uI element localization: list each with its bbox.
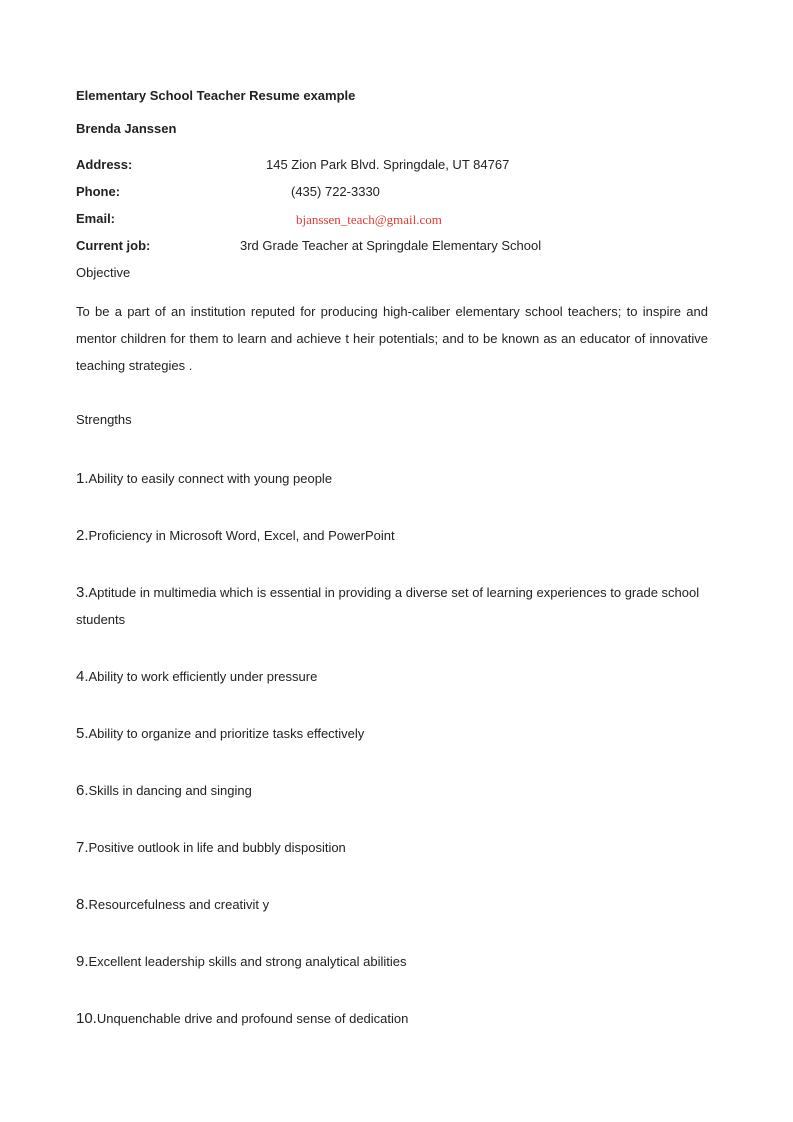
strength-text: Proficiency in Microsoft Word, Excel, and PowerPoint: [88, 528, 395, 543]
current-job-value: 3rd Grade Teacher at Springdale Elementary School: [240, 238, 542, 253]
strength-text: Ability to easily connect with young people: [88, 471, 333, 486]
phone-value: (435) 722-3330: [291, 184, 380, 199]
strength-item: [76, 948, 716, 975]
strength-number: 9.: [76, 953, 89, 970]
address-value: 145 Zion Park Blvd. Springdale, UT 84767: [266, 157, 510, 172]
objective-text: To be a part of an institution reputed for producing high-caliber elementary school teachers; to inspire and mentor children for them to learn and achieve t heir potentials; and to be known as an educator of innovative teaching strategies .: [76, 304, 708, 373]
strength-item: [76, 777, 716, 804]
strength-text: Excellent leadership skills and strong analytical abilities: [88, 954, 407, 969]
strengths-heading: Strengths: [76, 412, 132, 427]
strength-item: [76, 465, 716, 492]
strength-number: 5.: [76, 725, 89, 742]
address-label: Address:: [76, 157, 133, 172]
strength-number: 10.: [76, 1010, 97, 1027]
strength-item: [76, 522, 716, 549]
strength-number: 6.: [76, 782, 89, 799]
email-label: Email:: [76, 211, 116, 226]
strength-item: [76, 834, 716, 861]
strength-number: 7.: [76, 839, 89, 856]
strength-text: Positive outlook in life and bubbly disposition: [88, 840, 346, 855]
strength-text: Ability to organize and prioritize tasks effectively: [88, 726, 365, 741]
strength-item: [76, 1005, 716, 1032]
objective-heading: Objective: [76, 265, 131, 280]
strength-number: 3.: [76, 584, 89, 601]
strength-number: 2.: [76, 527, 89, 544]
strength-item: [76, 663, 716, 690]
strength-number: 8.: [76, 896, 89, 913]
strength-number: 4.: [76, 668, 89, 685]
page-title: Elementary School Teacher Resume example: [76, 88, 356, 103]
strength-item: [76, 720, 716, 747]
strength-number: 1.: [76, 470, 89, 487]
strength-text: Resourcefulness and creativit y: [88, 897, 270, 912]
phone-label: Phone:: [76, 184, 121, 199]
candidate-name: Brenda Janssen: [76, 121, 177, 136]
strength-text: Ability to work efficiently under pressure: [88, 669, 318, 684]
email-link[interactable]: bjanssen_teach@gmail.com: [296, 212, 442, 227]
strength-text: Unquenchable drive and profound sense of dedication: [96, 1011, 409, 1026]
strength-item: [76, 579, 716, 633]
strength-text: Aptitude in multimedia which is essential in providing a diverse set of learning experiences to grade school students: [76, 585, 700, 627]
strength-text: Skills in dancing and singing: [88, 783, 252, 798]
current-job-label: Current job:: [76, 238, 151, 253]
strength-item: [76, 891, 716, 918]
